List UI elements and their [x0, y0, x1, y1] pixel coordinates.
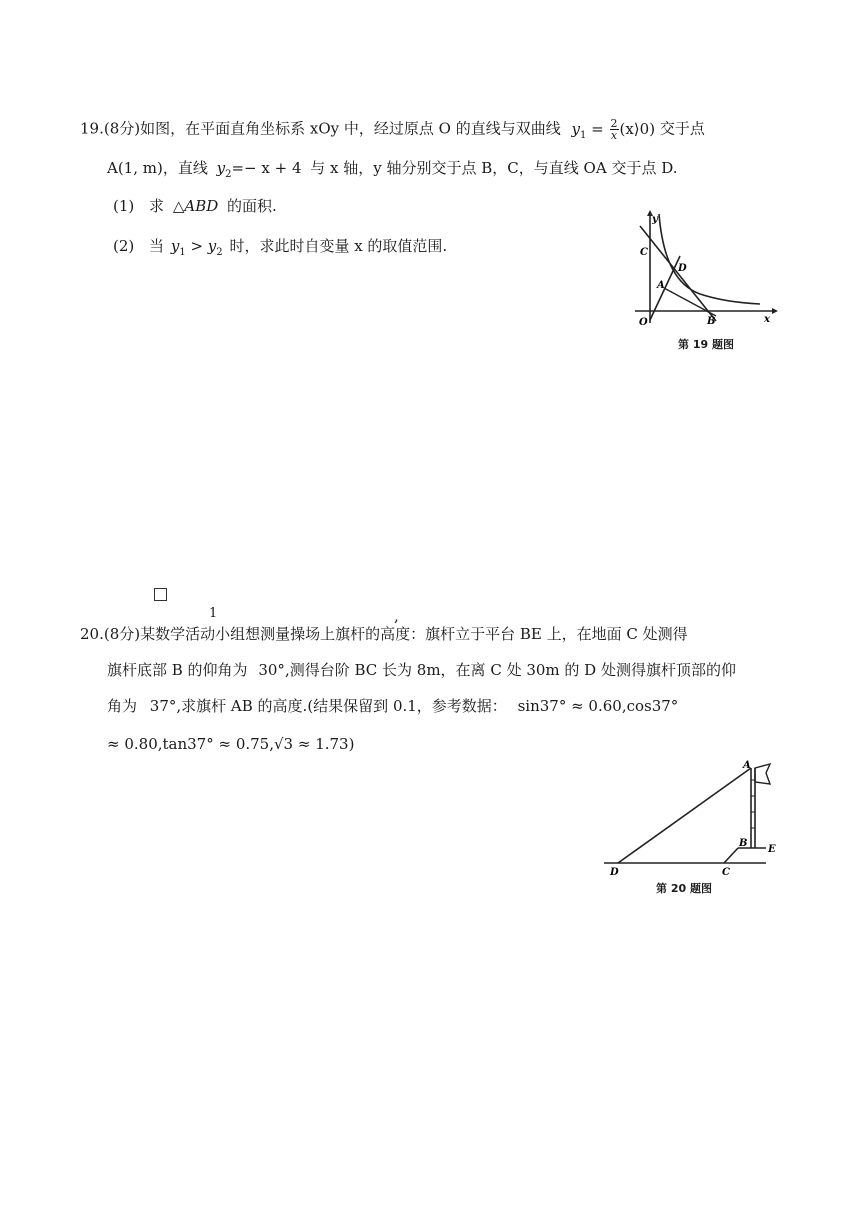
- q19-part-1: [113, 196, 277, 216]
- q19-ineq-y1: y: [170, 237, 180, 255]
- q20-figure: [600, 756, 790, 901]
- q20-line-1: [80, 624, 688, 644]
- q19-line-formula: [216, 159, 307, 180]
- q19-label-y: y: [652, 214, 658, 225]
- q19-y2-equation: =− x + 4: [231, 159, 302, 177]
- q19-part1-text-b: 的面积.: [227, 197, 277, 215]
- q19-domain-condition: (x⟩0): [619, 119, 656, 138]
- q19-fraction-denominator: x: [610, 129, 618, 142]
- q19-text-2a: A(1, m)，直线: [107, 159, 208, 177]
- q20-line-2: [107, 660, 736, 680]
- q19-text-2b: 与 x 轴，y 轴分别交于点 B，C，与直线 OA 交于点 D.: [310, 159, 678, 177]
- q19-line-2: [107, 158, 677, 185]
- q20-text-2b: ,测得台阶 BC 长为 8m，在离 C 处 30m 的 D 处测得旗杆顶部的仰: [284, 661, 736, 679]
- q19-ineq-sub1: 1: [179, 247, 186, 258]
- q19-label-d: D: [678, 263, 687, 274]
- q20-label-b: B: [739, 838, 748, 849]
- q19-part2-label: (2): [113, 237, 135, 255]
- q20-label-c: C: [722, 867, 730, 876]
- q20-text-3b: ,求旗杆 AB 的高度.(结果保留到 0.1，参考数据：: [176, 697, 507, 715]
- q20-angle-30: 30°: [258, 661, 285, 679]
- stray-one: 1: [209, 606, 218, 621]
- q19-part1-label: (1): [113, 197, 135, 215]
- q19-label-b: B: [707, 316, 716, 327]
- q19-inequality: [170, 237, 228, 258]
- q19-text-1b: 交于点: [659, 119, 705, 138]
- q20-line-3: [107, 696, 678, 716]
- q20-text-2a: 旗杆底部 B 的仰角为: [107, 661, 248, 679]
- q19-number: 19.: [80, 119, 104, 138]
- q19-fraction: [610, 118, 619, 141]
- q19-y2-subscript: 2: [225, 169, 232, 180]
- q20-angle-37: 37°: [149, 697, 177, 715]
- q20-score: (8分): [103, 625, 141, 643]
- q19-part2-text-a: 当: [149, 237, 165, 255]
- q19-triangle-abd: △ABD: [172, 197, 219, 215]
- q19-hyperbola-formula: $y_1$ = $\frac{2}{x}$ (x⟩0): [571, 117, 656, 142]
- q19-fraction-numerator: 2: [610, 117, 618, 130]
- q19-ineq-y2: y: [207, 237, 217, 255]
- q19-part2-text-b: 时，求此时自变量 x 的取值范围.: [229, 237, 448, 255]
- q19-figure: [630, 208, 780, 358]
- q19-line-1: [80, 118, 705, 146]
- q19-y1-subscript: 1: [579, 129, 587, 141]
- q20-label-e: E: [768, 844, 776, 855]
- q19-part-2: [113, 236, 447, 263]
- q20-label-a: A: [743, 760, 751, 771]
- q19-label-a: A: [657, 280, 665, 291]
- stray-comma: ,: [394, 607, 399, 625]
- q19-label-o: O: [639, 317, 648, 328]
- q19-text-1a: 如图，在平面直角坐标系 xOy 中，经过原点 O 的直线与双曲线: [140, 119, 561, 138]
- q19-ineq-gt: >: [185, 237, 208, 255]
- q19-ineq-sub2: 2: [216, 247, 223, 258]
- q19-figure-graph: [630, 208, 780, 333]
- q19-label-x: x: [764, 314, 770, 325]
- q19-score: (8分): [103, 119, 141, 138]
- q20-reference-2: ≈ 0.80,tan37° ≈ 0.75,√3 ≈ 1.73): [107, 735, 355, 753]
- q19-figure-caption: 第 19 题图: [678, 338, 734, 351]
- q19-label-c: C: [640, 247, 648, 258]
- q20-reference-1: sin37° ≈ 0.60,cos37°: [517, 697, 679, 715]
- q19-part1-text-a: 求: [149, 197, 165, 215]
- q20-label-d: D: [610, 867, 619, 876]
- q20-figure-caption: 第 20 题图: [656, 882, 712, 895]
- q19-y1-symbol: y: [571, 119, 580, 138]
- stray-box: [154, 588, 167, 601]
- q20-text-1: 某数学活动小组想测量操场上旗杆的高度：旗杆立于平台 BE 上，在地面 C 处测得: [140, 625, 688, 643]
- q20-figure-diagram: [600, 756, 790, 876]
- q20-number: 20.: [80, 625, 104, 643]
- q19-y2-symbol: y: [216, 159, 226, 177]
- q20-text-3a: 角为: [107, 697, 138, 715]
